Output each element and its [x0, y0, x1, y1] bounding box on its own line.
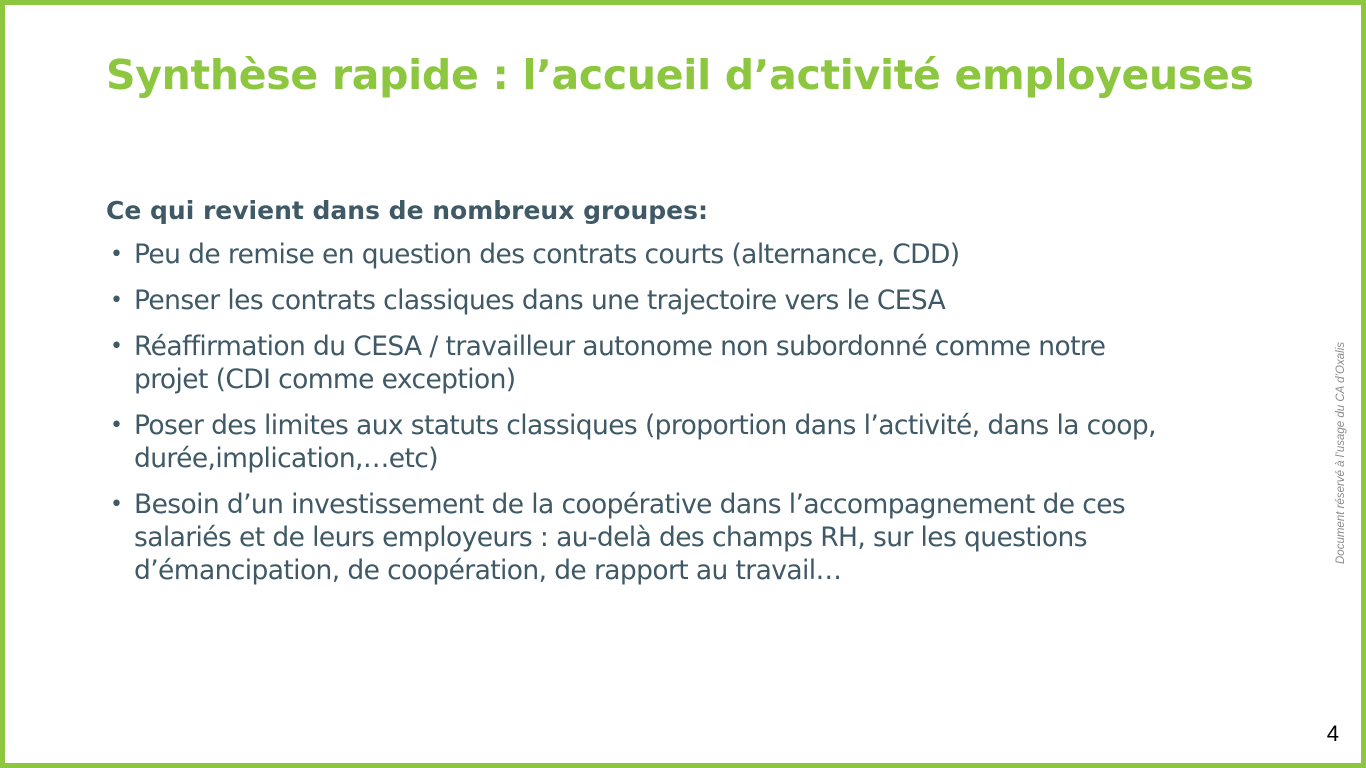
slide-content: [106, 195, 1186, 600]
slide-title: Synthèse rapide : l’accueil d’activité employeuses: [106, 51, 1254, 99]
bullet-item: [106, 330, 1186, 396]
bullet-item: [106, 284, 1186, 317]
bullet-item: [106, 238, 1186, 271]
bullet-text: Poser des limites aux statuts classiques (proportion dans l’activité, dans la coop, durée,implication,…etc): [134, 409, 1156, 474]
bullet-dot-icon: •: [110, 287, 123, 313]
bullet-text: Penser les contrats classiques dans une trajectoire vers le CESA: [134, 284, 946, 316]
page-number: 4: [1326, 721, 1339, 746]
bullet-text: Réaffirmation du CESA / travailleur autonome non subordonné comme notre projet (CDI comme exception): [134, 330, 1106, 395]
bullet-text: Peu de remise en question des contrats courts (alternance, CDD): [134, 238, 960, 270]
subheading: Ce qui revient dans de nombreux groupes:: [106, 196, 708, 225]
bullet-dot-icon: •: [110, 241, 123, 267]
bullet-list: [106, 238, 1186, 587]
confidential-watermark: Document réservé à l’usage du CA d’Oxalis: [1335, 341, 1347, 565]
bullet-dot-icon: •: [110, 333, 123, 359]
bullet-dot-icon: •: [110, 412, 123, 438]
bullet-item: [106, 488, 1186, 587]
bullet-text: Besoin d’un investissement de la coopérative dans l’accompagnement de ces salariés et de leurs employeurs : au-delà des champs RH, sur les questions d’émancipation, de coopération, de rapport au travail…: [134, 488, 1126, 586]
bullet-item: [106, 409, 1186, 475]
bullet-dot-icon: •: [110, 491, 123, 517]
